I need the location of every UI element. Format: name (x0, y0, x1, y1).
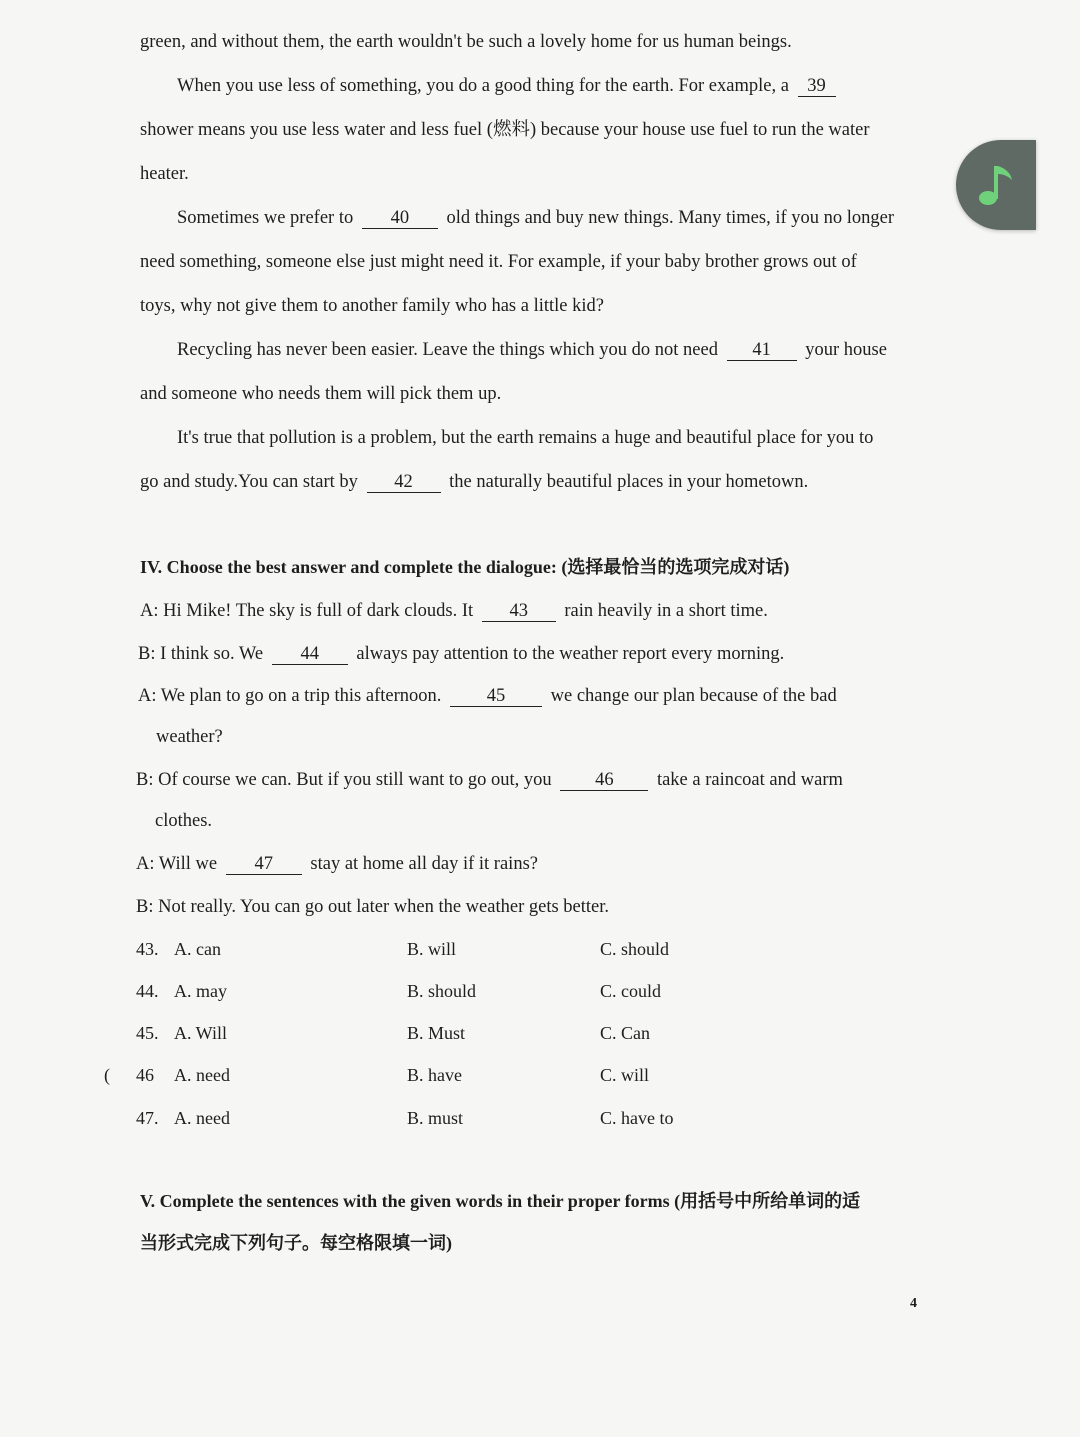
passage-line-6: need something, someone else just might need it. For example, if your baby brother grows out of (140, 252, 857, 272)
blank-43[interactable]: 43 (482, 601, 556, 622)
dialogue-text: stay at home all day if it rains? (310, 854, 538, 874)
passage-text: Recycling has never been easier. Leave the things which you do not need (177, 340, 718, 360)
option-a[interactable]: A. need (174, 1108, 230, 1128)
passage-text: the naturally beautiful places in your hometown. (449, 472, 809, 492)
option-c[interactable]: C. could (600, 981, 661, 1001)
dialogue-text: always pay attention to the weather report every morning. (356, 644, 785, 664)
option-number: 45. (136, 1023, 159, 1043)
passage-line-5 (177, 206, 894, 230)
passage-text: your house (805, 340, 887, 360)
music-note-icon (976, 162, 1020, 208)
option-number: 47. (136, 1108, 159, 1128)
passage-line-3: shower means you use less water and less fuel (燃料) because your house use fuel to run the water (140, 120, 870, 140)
dialogue-line-1 (140, 599, 768, 623)
option-a[interactable]: A. need (174, 1065, 230, 1085)
dialogue-text: take a raincoat and warm (656, 770, 843, 790)
option-c[interactable]: C. Can (600, 1023, 651, 1043)
blank-40[interactable]: 40 (362, 208, 438, 229)
dialogue-line-3-cont: weather? (156, 727, 223, 747)
page-number: 4 (910, 1296, 917, 1311)
option-number: 43. (136, 939, 159, 959)
section-5-title-cont: 当形式完成下列句子。每空格限填一词) (140, 1233, 452, 1253)
option-a[interactable]: A. may (174, 981, 227, 1001)
dialogue-line-2 (138, 642, 784, 666)
blank-39[interactable]: 39 (798, 76, 836, 97)
blank-44[interactable]: 44 (272, 644, 348, 665)
passage-text: Sometimes we prefer to (177, 208, 354, 228)
dialogue-text: we change our plan because of the bad (550, 686, 837, 706)
passage-line-8 (177, 338, 887, 362)
dialogue-line-4-cont: clothes. (155, 811, 213, 831)
blank-41[interactable]: 41 (727, 340, 797, 361)
option-b[interactable]: B. must (407, 1108, 464, 1128)
option-c[interactable]: C. have to (600, 1108, 674, 1128)
option-number: 46 (136, 1065, 154, 1085)
dialogue-line-5 (136, 852, 538, 876)
passage-text: go and study.You can start by (140, 472, 358, 492)
dialogue-text: A: We plan to go on a trip this afternoon. (138, 686, 442, 706)
passage-line-10: It's true that pollution is a problem, but the earth remains a huge and beautiful place for you to (177, 428, 874, 448)
option-b[interactable]: B. will (407, 939, 457, 959)
blank-45[interactable]: 45 (450, 686, 542, 707)
option-b[interactable]: B. have (407, 1065, 462, 1085)
passage-text: old things and buy new things. Many times, if you no longer (446, 208, 895, 228)
blank-42[interactable]: 42 (367, 472, 441, 493)
dialogue-line-3 (138, 684, 837, 708)
passage-line-1: green, and without them, the earth wouldn't be such a lovely home for us human beings. (140, 32, 792, 52)
blank-47[interactable]: 47 (226, 854, 302, 875)
passage-line-4: heater. (140, 164, 189, 184)
option-c[interactable]: C. should (600, 939, 670, 959)
option-b[interactable]: B. Must (407, 1023, 466, 1043)
passage-line-2 (177, 74, 840, 98)
option-b[interactable]: B. should (407, 981, 477, 1001)
option-number: 44. (136, 981, 159, 1001)
option-c[interactable]: C. will (600, 1065, 650, 1085)
section-4-title: IV. Choose the best answer and complete the dialogue: (选择最恰当的选项完成对话) (140, 557, 790, 577)
section-5-title: V. Complete the sentences with the given words in their proper forms (用括号中所给单词的适 (140, 1191, 861, 1211)
passage-line-9: and someone who needs them will pick them up. (140, 384, 502, 404)
option-a[interactable]: A. Will (174, 1023, 227, 1043)
option-a[interactable]: A. can (174, 939, 221, 959)
passage-line-11 (140, 470, 808, 494)
music-button[interactable] (956, 140, 1036, 230)
dialogue-text: A: Will we (136, 854, 218, 874)
passage-text: When you use less of something, you do a good thing for the earth. For example, a (177, 76, 789, 96)
passage-line-7: toys, why not give them to another family who has a little kid? (140, 296, 604, 316)
answer-bracket: ( (104, 1065, 110, 1085)
dialogue-line-6: B: Not really. You can go out later when the weather gets better. (136, 897, 609, 917)
dialogue-line-4 (136, 768, 843, 792)
dialogue-text: A: Hi Mike! The sky is full of dark clouds. It (140, 601, 474, 621)
dialogue-text: B: I think so. We (138, 644, 264, 664)
dialogue-text: B: Of course we can. But if you still want to go out, you (136, 770, 552, 790)
blank-46[interactable]: 46 (560, 770, 648, 791)
dialogue-text: rain heavily in a short time. (564, 601, 768, 621)
